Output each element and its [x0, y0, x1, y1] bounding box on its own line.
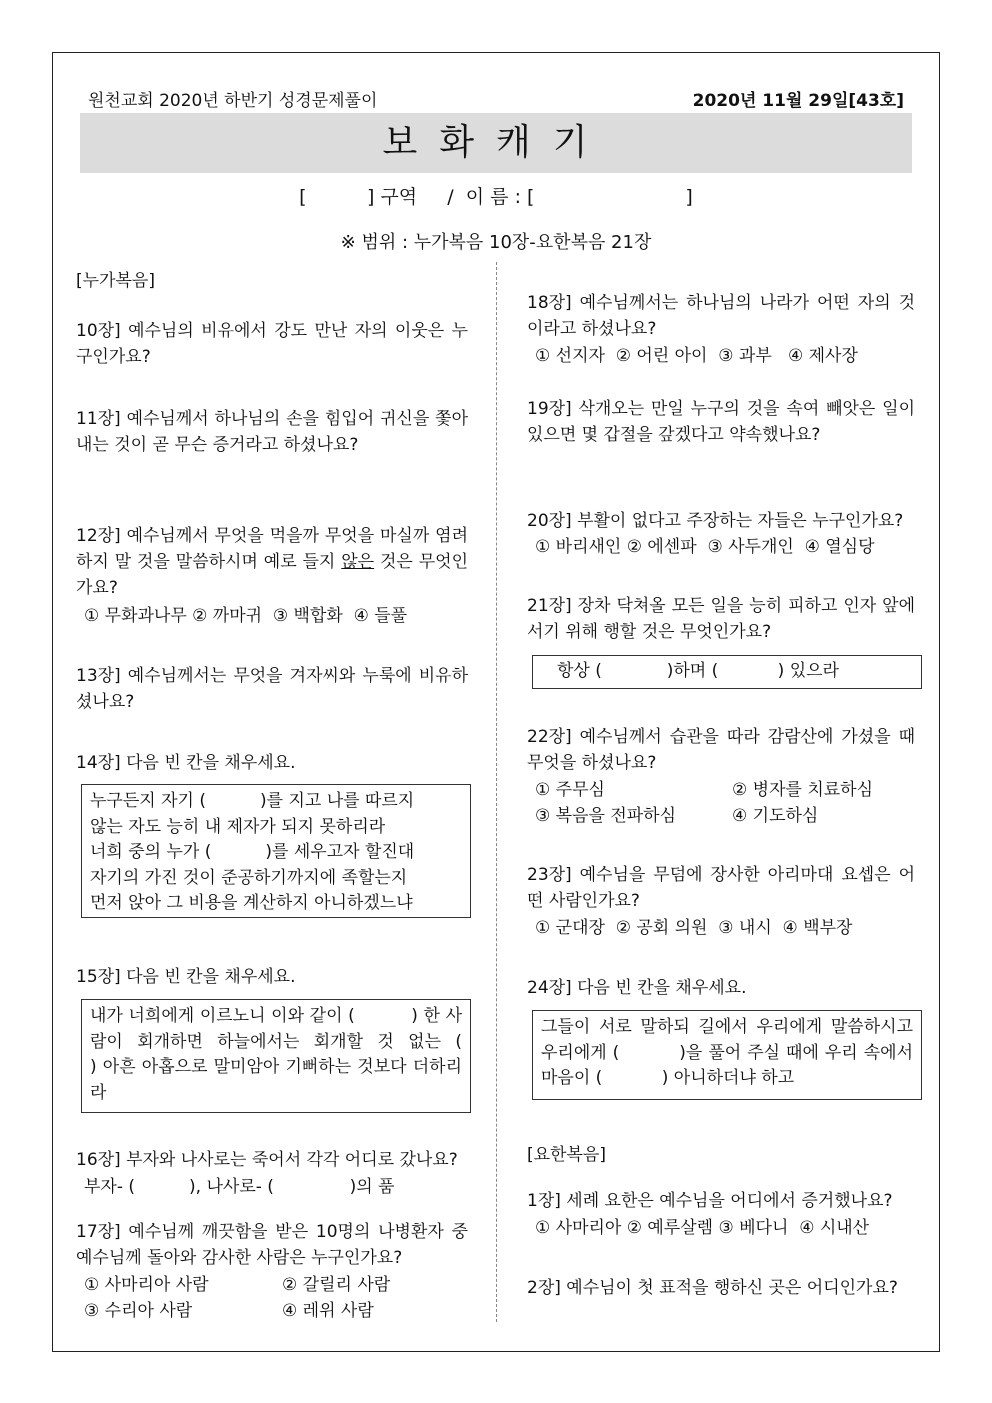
question-24: 24장] 다음 빈 칸을 채우세요. [527, 978, 747, 998]
page-title: 보화캐기 [80, 113, 912, 173]
section-heading-john: [요한복음] [527, 1145, 606, 1165]
question-17-option-4: ④ 레위 사람 [282, 1301, 374, 1321]
question-15-text: 내가 너희에게 이르노니 이와 같이 ( ) 한 사람이 회개하면 하늘에서는 회개할 것 없는 ( ) 아흔 아홉으로 말미암아 기뻐하는 것보다 더하리라 [90, 1006, 517, 1103]
john-question-1-options: ① 사마리아 ② 예루살렘 ③ 베다니 ④ 시내산 [535, 1218, 870, 1238]
question-21-text: 항상 ( )하며 ( ) 있으라 [557, 661, 839, 681]
question-22-option-1: ① 주무심 [535, 780, 605, 800]
section-heading-luke: [누가복음] [76, 271, 155, 291]
john-question-2: 2장] 예수님이 첫 표적을 행하신 곳은 어디인가요? [527, 1278, 898, 1298]
question-14-line: 너희 중의 누가 ( )를 세우고자 할진대 [90, 842, 415, 862]
question-22-option-2: ② 병자를 치료하심 [732, 780, 874, 800]
question-22-option-4: ④ 기도하심 [732, 806, 819, 826]
question-24-text: 그들이 서로 말하되 길에서 우리에게 말씀하시고 우리에게 ( )을 풀어 주실 때에 우리 속에서 마음이 ( ) 아니하더냐 하고 [541, 1017, 919, 1088]
question-10: 10장] 예수님의 비유에서 강도 만난 자의 이웃은 누구인가요? [76, 321, 468, 367]
question-18: 18장] 예수님께서는 하나님의 나라가 어떤 자의 것이라고 하셨나요? [527, 293, 915, 339]
john-question-1: 1장] 세례 요한은 예수님을 어디에서 증거했나요? [527, 1191, 893, 1211]
question-15-box [81, 999, 517, 1113]
question-14-line: 먼저 앉아 그 비용을 계산하지 아니하겠느냐 [90, 893, 413, 913]
header-date-issue: 2020년 11월 29일[43호] [692, 91, 904, 111]
question-15: 15장] 다음 빈 칸을 채우세요. [76, 967, 296, 987]
question-16-answer: 부자- ( ), 나사로- ( )의 품 [84, 1177, 395, 1197]
question-23: 23장] 예수님을 무덤에 장사한 아리마대 요셉은 어떤 사람인가요? [527, 865, 915, 911]
question-12-options: ① 무화과나무 ② 까마귀 ③ 백합화 ④ 들풀 [84, 606, 408, 626]
question-14-line: 않는 자도 능히 내 제자가 되지 못하리라 [90, 816, 386, 837]
question-22-option-3: ③ 복음을 전파하심 [535, 806, 677, 826]
question-12-tail: 것은 무엇인가요? [76, 552, 468, 598]
question-14-line: 자기의 가진 것이 준공하기까지에 족할는지 [90, 867, 408, 888]
question-17: 17장] 예수님께 깨끗함을 받은 10명의 나병환자 중 예수님께 돌아와 감사한 사람은 누구인가요? [76, 1222, 468, 1268]
question-12-text: 12장] 예수님께서 무엇을 먹을까 무엇을 마실까 염려하지 말 것을 말씀하시며 예로 들지 [76, 526, 468, 572]
question-17-option-1: ① 사마리아 사람 [84, 1275, 209, 1295]
question-11: 11장] 예수님께서 하나님의 손을 힘입어 귀신을 쫓아내는 것이 곧 무슨 증거라고 하셨나요? [76, 409, 468, 455]
question-12-underlined: 않은 [341, 552, 375, 572]
scope-line: ※ 범위 : 누가복음 10장-요한복음 21장 [340, 232, 652, 253]
question-21: 21장] 장차 닥쳐올 모든 일을 능히 피하고 인자 앞에 서기 위해 행할 것은 무엇인가요? [527, 596, 915, 642]
question-19: 19장] 삭개오는 만일 누구의 것을 속여 빼앗은 일이 있으면 몇 갑절을 갚겠다고 약속했나요? [527, 399, 915, 445]
question-20-options: ① 바리새인 ② 에센파 ③ 사두개인 ④ 열심당 [535, 537, 875, 557]
question-20: 20장] 부활이 없다고 주장하는 자들은 누구인가요? [527, 511, 904, 531]
question-23-options: ① 군대장 ② 공회 의원 ③ 내시 ④ 백부장 [535, 918, 853, 938]
question-17-option-2: ② 갈릴리 사람 [282, 1275, 391, 1295]
question-16: 16장] 부자와 나사로는 죽어서 각각 어디로 갔나요? [76, 1150, 458, 1170]
header-church-title: 원천교회 2020년 하반기 성경문제풀이 [88, 91, 378, 111]
question-21-box [532, 655, 922, 689]
question-17-option-3: ③ 수리아 사람 [84, 1301, 193, 1321]
question-22: 22장] 예수님께서 습관을 따라 감람산에 가셨을 때 무엇을 하셨나요? [527, 727, 915, 773]
column-divider [496, 262, 497, 1322]
question-14: 14장] 다음 빈 칸을 채우세요. [76, 753, 296, 773]
question-14-box [81, 784, 471, 918]
question-13: 13장] 예수님께서는 무엇을 겨자씨와 누룩에 비유하셨나요? [76, 666, 468, 712]
district-name-line: [ ] 구역 / 이 름 : [ ] [299, 186, 693, 208]
question-24-box [532, 1010, 922, 1100]
question-18-options: ① 선지자 ② 어린 아이 ③ 과부 ④ 제사장 [535, 346, 858, 366]
question-14-line: 누구든지 자기 ( )를 지고 나를 따르지 [90, 791, 415, 811]
question-12 [76, 523, 468, 601]
